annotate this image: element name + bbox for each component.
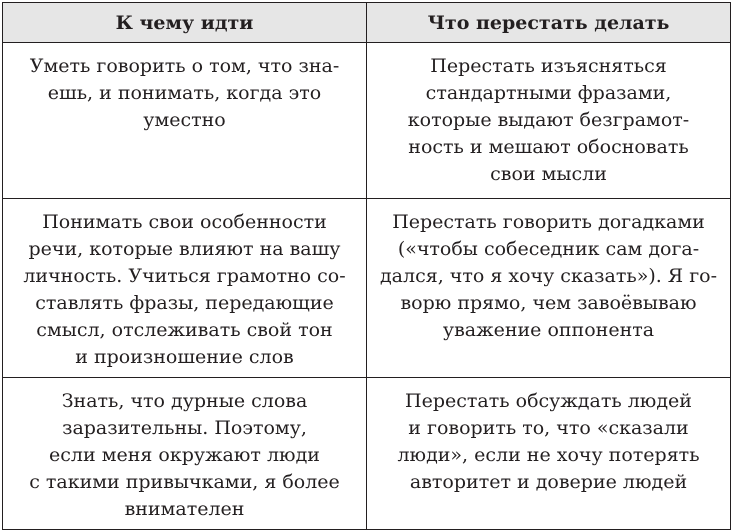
goal-cell: [3, 378, 367, 530]
stop-cell: [367, 199, 731, 378]
header-stop: Что перестать делать: [367, 3, 731, 43]
comparison-table: [2, 2, 731, 530]
goal-text: Понимать свои особенности речи, которые влияют на вашу личность. Учиться грамотно со- ставлять фразы, передающие смысл, отслеживать свой тон и произношение слов: [23, 211, 346, 368]
stop-text: Перестать изъясняться стандартными фразами, которые выдают безграмот- ность и мешают обосновать свои мысли: [407, 55, 690, 185]
header-goal: К чему идти: [3, 3, 367, 43]
table-row: [3, 43, 731, 199]
stop-cell: [367, 378, 731, 530]
goal-cell: [3, 199, 367, 378]
stop-cell: [367, 43, 731, 199]
header-row: [3, 3, 731, 43]
goal-text: Уметь говорить о том, что зна- ешь, и понимать, когда это уместно: [29, 55, 340, 131]
table-row: [3, 378, 731, 530]
stop-text: Перестать обсуждать людей и говорить то, что «сказали люди», если не хочу потерять авторитет и доверие людей: [397, 390, 700, 493]
goal-text: Знать, что дурные слова заразительны. Поэтому, если меня окружают люди с такими привычками, я более внимателен: [29, 390, 340, 520]
goal-cell: [3, 43, 367, 199]
table-row: [3, 199, 731, 378]
stop-text: Перестать говорить догадками («чтобы собеседник сам дога- дался, что я хочу сказать»). Я го- ворю прямо, чем завоёвываю уважение оппонента: [379, 211, 718, 341]
